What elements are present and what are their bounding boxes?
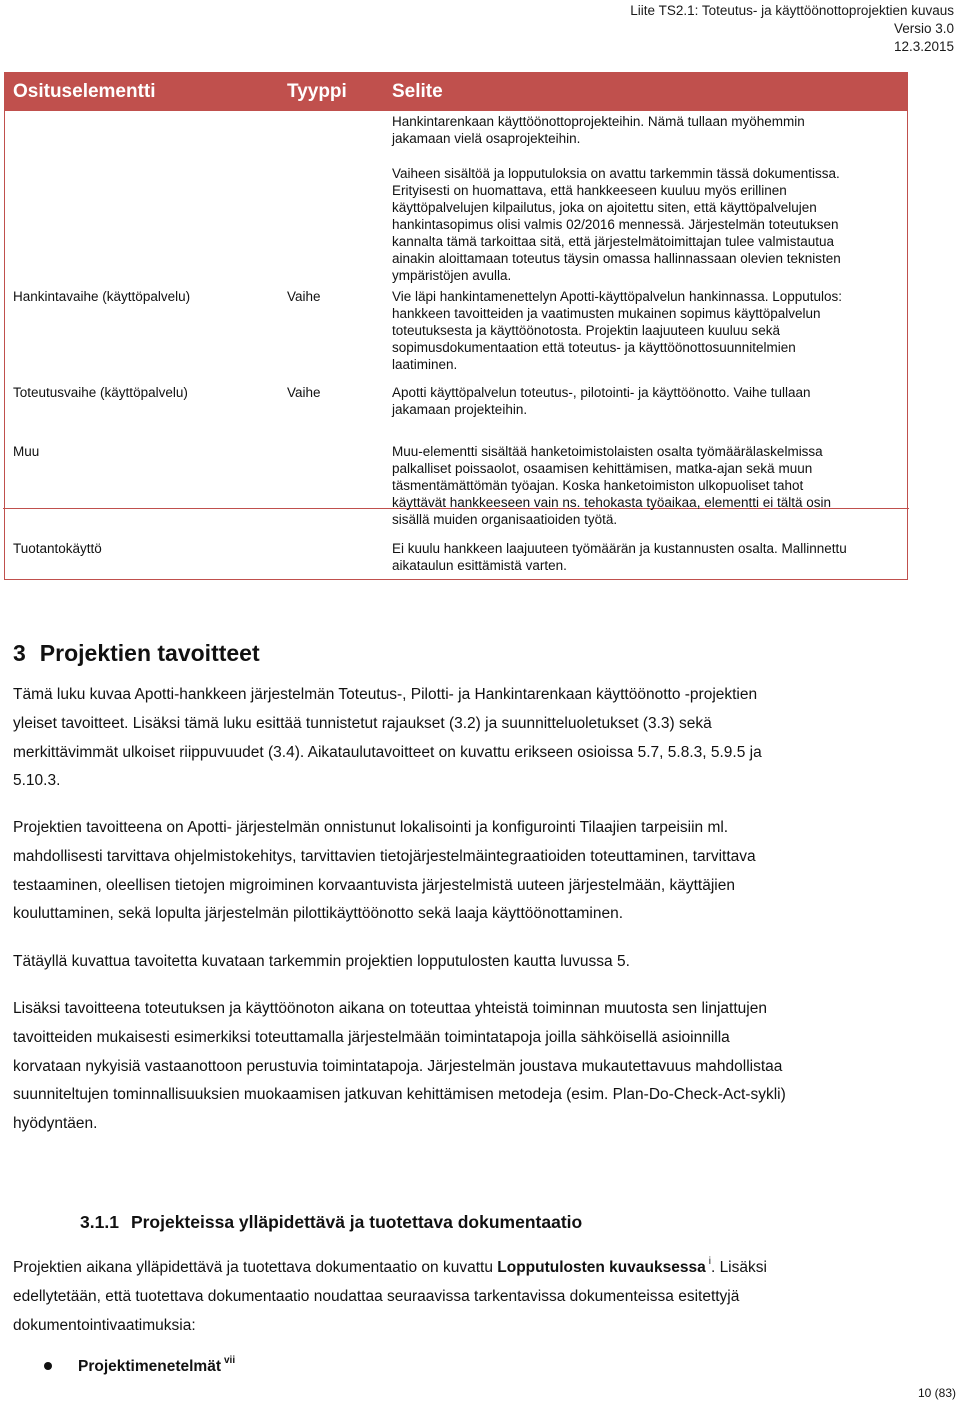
section-heading-3-1-1 [80,1212,582,1233]
table-text-line: jakamaan vielä osaprojekteihin. [392,131,581,146]
table-cell-description [392,288,897,373]
table-cell-description [392,540,897,574]
bullet-dot-icon [44,1362,52,1370]
section-heading-3 [13,640,260,667]
text-line: Tämä luku kuvaa Apotti-hankkeen järjestelmän Toteutus-, Pilotti- ja Hankintarenkaan käyttöönotto -projektien [13,686,758,703]
table-cell-description [392,384,897,418]
table-text-line: Vie läpi hankintamenettelyn Apotti-käyttöpalvelun hankinnassa. Lopputulos: [392,289,843,304]
text-line: dokumentointivaatimuksia: [13,1316,196,1334]
table-row-continued [392,113,897,284]
endnote-marker: vii [224,1355,236,1366]
table-text-line: täsmentämättömän työajan. Koska hanketoimiston ulkopuoliset tahot [392,478,804,493]
table-text-line: sisällä muiden organisaatioiden työtä. [392,512,618,527]
table-cell-element: Muu [13,444,40,459]
table-text-line: kannalta tämä tarkoittaa sitä, että järjestelmätoimittajan tulee valmistautua [392,234,834,249]
paragraph-3 [13,948,948,977]
table-text-line: palkalliset poissaolot, osaamisen kehittämisen, matka-ajan sekä muun [392,461,813,476]
text-line: testaaminen, oleellisen tietojen migroiminen korvaantuvista järjestelmistä uuteen järjestelmään, käyttäjien [13,876,735,894]
table-cell-type: Vaihe [287,385,321,400]
text-line: 5.10.3. [13,772,61,790]
table-text-line: Muu-elementti sisältää hanketoimistolaisten osalta työmäärälaskelmissa [392,444,823,459]
paragraph-2 [13,814,948,929]
table-text-spacer [392,147,897,165]
document-reference: Lopputulosten kuvauksessa [497,1259,706,1276]
text-line: tavoitteiden mukaisesti esimerkiksi toteuttamalla järjestelmään toimintatapoja joilla sähköisellä asioinnilla [13,1028,730,1046]
table-text-line: toteutuksesta ja käyttöönotosta. Projektin laajuuteen kuuluu sekä [392,323,780,338]
text-line: suunniteltujen tominnallisuuksien muokaamisen jatkuvan kehittämisen metodeja (esim. Plan-Do-Check-Act-sykli) [13,1086,786,1104]
table-text-line: laatiminen. [392,357,458,372]
header-title: Liite TS2.1: Toteutus- ja käyttöönottoprojektien kuvaus [630,3,954,18]
paragraph-4 [13,995,948,1139]
table-text-line: käyttävät hankkeeseen vain ns. tehokasta työaikaa, elementti ei tältä osin [392,495,832,510]
text-line: Projektien tavoitteena on Apotti- järjestelmän onnistunut lokalisointi ja konfigurointi Tilaajien tarpeisiin ml. [13,819,729,836]
text-line: yleiset tavoitteet. Lisäksi tämä luku esittää tunnistetut rajaukset (3.2) ja suunnitteluoletukset (3.3) sekä [13,714,712,732]
section-number: 3 [13,640,26,666]
ositus-table [4,72,908,580]
table-cell-element: Tuotantokäyttö [13,541,102,556]
table-cell-element: Toteutusvaihe (käyttöpalvelu) [13,385,188,400]
text-line: korvataan nykyisiä vastaanottoon perustuvia toimintatapoja. Järjestelmän joustava mukautettavuus mahdollistaa [13,1057,783,1075]
text-line: kouluttaminen, sekä lopulta järjestelmän pilottikäyttöönotto sekä laaja käyttöönottaminen. [13,905,624,923]
text-line: merkittävimmät ulkoiset riippuvuudet (3.4). Aikataulutavoitteet on kuvattu erikseen osioissa 5.7, 5.8.3, 5.9.5 ja [13,743,762,761]
table-text-line: Hankintarenkaan käyttöönottoprojekteihin. Nämä tullaan myöhemmin [392,114,805,129]
table-text-line: Ei kuulu hankkeen laajuuteen työmäärän ja kustannusten osalta. Mallinnettu [392,541,847,556]
text-line [13,1248,948,1283]
table-text-line: jakamaan projekteihin. [392,402,528,417]
text-line: Tätäyllä kuvattua tavoitetta kuvataan tarkemmin projektien lopputulosten kautta luvussa 5. [13,953,630,970]
table-text-line: Vaiheen sisältöä ja lopputuloksia on avattu tarkemmin tässä dokumentissa. [392,166,840,181]
table-cell-description [392,443,897,528]
text-line: edellytetään, että tuotettava dokumentaatio noudattaa seuraavissa tarkentavissa dokumenteissa esitettyjä [13,1287,740,1305]
table-text-line: ainakin aloittamaan toteutus täysin omassa hallinnassaan olevien teknisten [392,251,841,266]
text-line: Lisäksi tavoitteena toteutuksen ja käyttöönoton aikana on toteuttaa yhteistä toiminnan muutosta sen linjattujen [13,1000,767,1017]
bullet-text: Projektimenetelmät [78,1358,221,1375]
paragraph-1 [13,681,948,796]
text-line: mahdollisesti tarvittava ohjelmistokehitys, tarvittavien tietojärjestelmäintegraatioiden toteuttaminen, tarvittava [13,847,756,865]
table-cell-type: Vaihe [287,289,321,304]
table-text-line: ympäristöjen avulla. [392,268,512,283]
section-number: 3.1.1 [80,1212,119,1232]
bullet-item [44,1355,235,1376]
table-text-line: käyttöpalvelujen kilpailutus, joka on ajoitettu siten, että käyttöpalvelujen [392,200,817,215]
page-number: 10 (83) [917,1386,956,1400]
table-text-line: sopimusdokumentaation että toteutus- ja käyttöönottosuunnitelmien [392,340,796,355]
column-header-tyyppi: Tyyppi [287,81,347,102]
column-header-selite: Selite [392,81,443,102]
paragraph-5 [13,1248,948,1340]
text-span: . Lisäksi [710,1259,767,1276]
table-text-line: hankkeen tavoitteiden ja vaatimusten mukainen sopimus käyttöpalvelun [392,306,821,321]
table-header [5,73,907,111]
header-date: 12.3.2015 [893,39,954,54]
section-title: Projektien tavoitteet [39,640,260,666]
table-text-line: Erityisesti on huomattava, että hankkeeseen kuuluu myös erillinen [392,183,787,198]
section-title: Projekteissa ylläpidettävä ja tuotettava dokumentaatio [130,1212,583,1232]
header-version: Versio 3.0 [893,21,954,36]
table-text-line: hankintasopimus olisi valmis 02/2016 mennessä. Järjestelmän toteutuksen [392,217,839,232]
text-span: Projektien aikana ylläpidettävä ja tuotettava dokumentaatio on kuvattu [13,1259,498,1276]
table-text-line: Apotti käyttöpalvelun toteutus-, pilotointi- ja käyttöönotto. Vaihe tullaan [392,385,811,400]
table-cell-element: Hankintavaihe (käyttöpalvelu) [13,289,191,304]
document-header [630,2,954,56]
text-line: hyödyntäen. [13,1115,98,1133]
endnote-marker: i [708,1256,711,1267]
column-header-osituselementti: Osituselementti [13,81,156,102]
table-text-line: aikataulun esittämistä varten. [392,558,567,573]
